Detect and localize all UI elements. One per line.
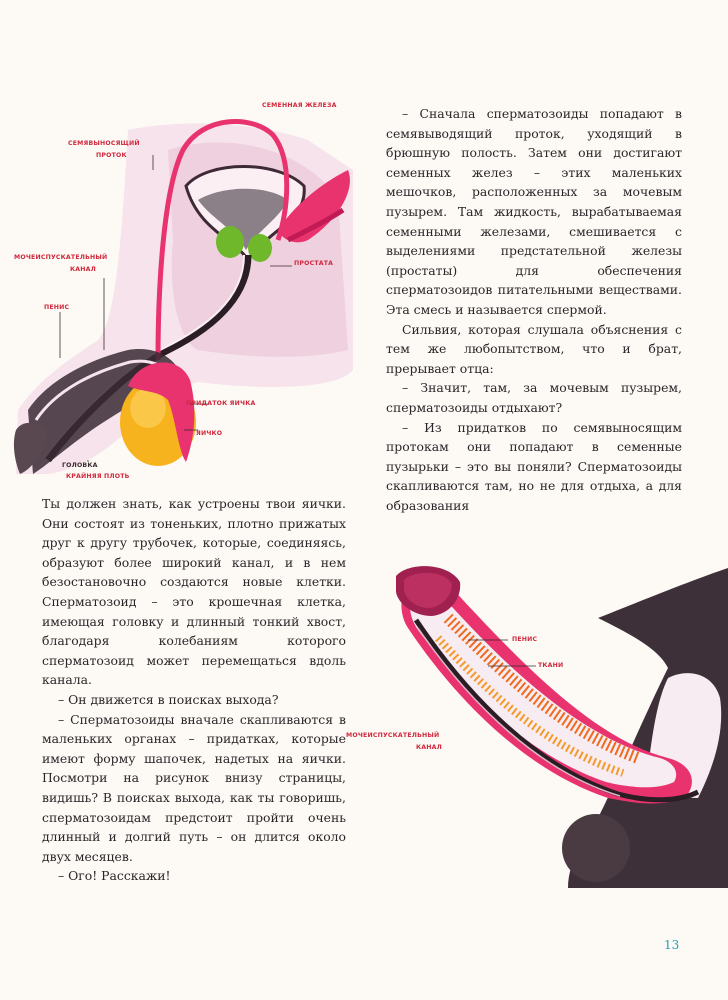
anatomy-figure-bottom bbox=[346, 558, 728, 888]
paragraph: – Он движется в поисках выхода? bbox=[58, 691, 279, 707]
anatomy-illustration-top bbox=[8, 90, 360, 482]
label-seminal-gland: СЕМЕННАЯ ЖЕЛЕЗА bbox=[262, 102, 337, 109]
label-urethra-line1: МОЧЕИСПУСКАТЕЛЬНЫЙ bbox=[14, 254, 108, 261]
text-column-left bbox=[42, 494, 346, 886]
label-urethra-bottom-line1: МОЧЕИСПУСКАТЕЛЬНЫЙ bbox=[346, 732, 440, 739]
text-column-right bbox=[386, 104, 682, 515]
label-penis-bottom: ПЕНИС bbox=[512, 636, 538, 643]
paragraph: Ты должен знать, как устроены твои яички. Они состоят из тоненьких, плотно прижатых друг к другу трубочек, которые, соединяясь, образуют более широкий канал, и в нем безостановочно создаются новые клетки. Сперматозоид – это крошечная клетка, имеющая головку и длинный тонкий хвост, благодаря колебаниям которого сперматозоид может перемещаться вдоль канала. bbox=[42, 496, 346, 688]
label-foreskin: КРАЙНЯЯ ПЛОТЬ bbox=[66, 473, 130, 480]
paragraph: Сильвия, которая слушала объяснения с тем же любопытством, что и брат, прерывает отца: bbox=[386, 321, 682, 376]
label-tissue: ТКАНИ bbox=[538, 662, 564, 669]
paragraph: – Сначала сперматозоиды попадают в семявыводящий проток, уходящий в брюшную полость. Затем они достигают семенных желез – этих маленьких мешочков, расположенных за мочевым пузырем. Там жидкость, вырабатываемая семенными железами, смешивается с выделениями предстательной железы (простаты) для обеспечения сперматозоидов питательными веществами. Эта смесь и называется спермой. bbox=[386, 106, 682, 317]
paragraph: – Сперматозоиды вначале скапливаются в маленьких органах – придатках, которые имеют форму шапочек, надетых на яички. Посмотри на рисунок внизу страницы, видишь? В поисках выхода, как ты говоришь, сперматозоидам предстоит пройти очень длинный и долгий путь – он длится около двух месяцев. bbox=[42, 711, 346, 864]
label-epididymis: ПРИДАТОК ЯИЧКА bbox=[186, 400, 256, 407]
label-prostate: ПРОСТАТА bbox=[294, 260, 334, 267]
anatomy-illustration-bottom bbox=[368, 558, 728, 888]
paragraph: – Из придатков по семявыносящим протокам они попадают в семенные пузырьки – это вы поняли? Сперматозоиды скапливаются там, но не для отдыха, а для образования bbox=[386, 419, 682, 513]
label-penis: ПЕНИС bbox=[44, 304, 70, 311]
label-urethra-line2: КАНАЛ bbox=[70, 266, 96, 273]
paragraph: – Ого! Расскажи! bbox=[58, 868, 171, 884]
page-number: 13 bbox=[664, 938, 680, 952]
label-glans: ГОЛОВКА bbox=[62, 462, 98, 469]
label-vas-deferens-line2: ПРОТОК bbox=[96, 152, 127, 159]
label-vas-deferens-line1: СЕМЯВЫНОСЯЩИЙ bbox=[68, 140, 140, 147]
label-urethra-bottom-line2: КАНАЛ bbox=[416, 744, 442, 751]
label-testicle: ЯИЧКО bbox=[196, 430, 223, 437]
paragraph: – Значит, там, за мочевым пузырем, сперматозоиды отдыхают? bbox=[386, 380, 682, 415]
anatomy-figure-top bbox=[8, 90, 360, 482]
